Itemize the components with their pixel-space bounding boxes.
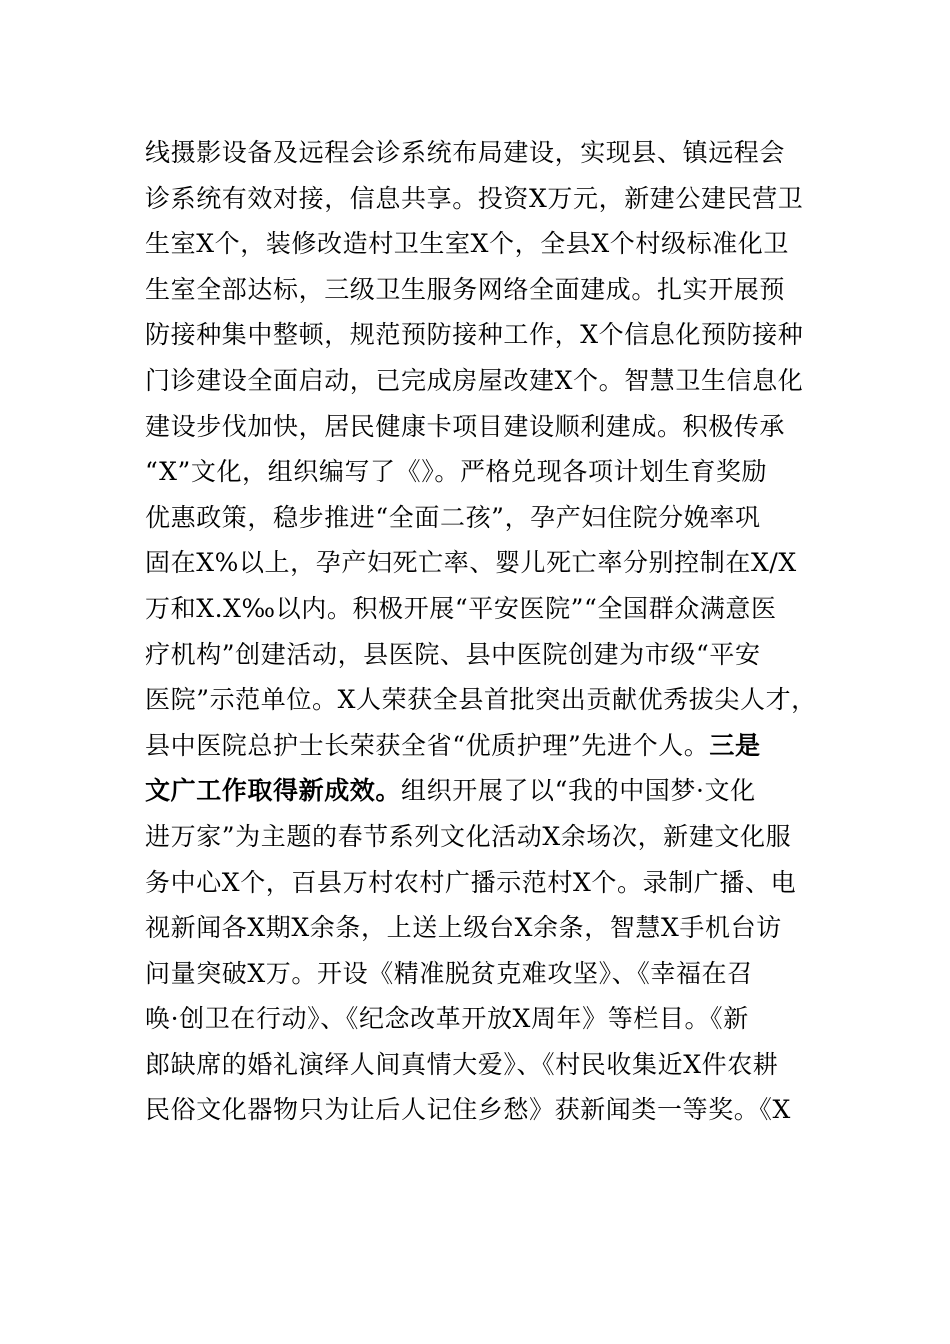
text-line [145,768,815,814]
text-line [145,449,815,495]
text-run: 组织开展了以“我的中国梦·文化 [401,776,756,806]
text-line [145,312,815,358]
text-run: 医院”示范单位。X人荣获全县首批突出贡献优秀拔尖人才， [145,685,817,715]
text-line [145,677,815,723]
text-run: 优惠政策，稳步推进“全面二孩”，孕产妇住院分娩率巩 [145,502,761,532]
text-run: “X”文化，组织编写了《》。严格兑现各项计划生育奖励 [145,457,768,487]
text-line [145,905,815,951]
text-run: 唤·创卫在行动》、《纪念改革开放X周年》等栏目。《新 [145,1004,749,1034]
text-run: 民俗文化器物只为让后人记住乡愁》获新闻类一等奖。《X [145,1095,791,1125]
text-line [145,130,815,176]
text-run: 务中心X个，百县万村农村广播示范村X个。录制广播、电 [145,867,797,897]
text-run: 生室全部达标，三级卫生服务网络全面建成。扎实开展预 [145,274,786,304]
text-line [145,358,815,404]
text-line [145,1087,815,1133]
text-run: 固在X%以上，孕产妇死亡率、婴儿死亡率分别控制在X/X [145,548,797,578]
text-run: 门诊建设全面启动，已完成房屋改建X个。智慧卫生信息化 [145,365,804,395]
text-line [145,814,815,860]
text-line [145,996,815,1042]
text-line [145,632,815,678]
text-line [145,1042,815,1088]
text-line [145,540,815,586]
text-run: 县中医院总护士长荣获全省“优质护理”先进个人。 [145,730,710,760]
text-line [145,176,815,222]
body-paragraph [145,130,815,1133]
text-run: 疗机构”创建活动，县医院、县中医院创建为市级“平安 [145,639,761,669]
text-run: 线摄影设备及远程会诊系统布局建设，实现县、镇远程会 [145,138,786,167]
text-run: 问量突破X万。开设《精准脱贫克难攻坚》、《幸福在召 [145,958,753,988]
text-run: 进万家”为主题的春节系列文化活动X余场次，新建文化服 [145,821,792,851]
text-line [145,860,815,906]
text-line [145,586,815,632]
text-run: 建设步伐加快，居民健康卡项目建设顺利建成。积极传承 [145,411,786,441]
text-run: 防接种集中整顿，规范预防接种工作，X个信息化预防接种 [145,320,804,350]
text-run: 视新闻各X期X余条，上送上级台X余条，智慧X手机台访 [145,913,782,943]
section-heading-run: 文广工作取得新成效。 [145,776,402,806]
text-run: 郎缺席的婚礼演绎人间真情大爱》、《村民收集近X件农耕 [145,1049,779,1079]
text-line [145,267,815,313]
text-line [145,951,815,997]
text-run: 生室X个，装修改造村卫生室X个，全县X个村级标准化卫 [145,229,789,259]
text-line [145,495,815,541]
text-line [145,723,815,769]
text-run: 诊系统有效对接，信息共享。投资X万元，新建公建民营卫 [145,183,804,213]
text-line [145,221,815,267]
section-heading-run: 三是 [709,730,761,760]
text-line [145,404,815,450]
text-run: 万和X.X‰以内。积极开展“平安医院”“全国群众满意医 [145,593,777,623]
